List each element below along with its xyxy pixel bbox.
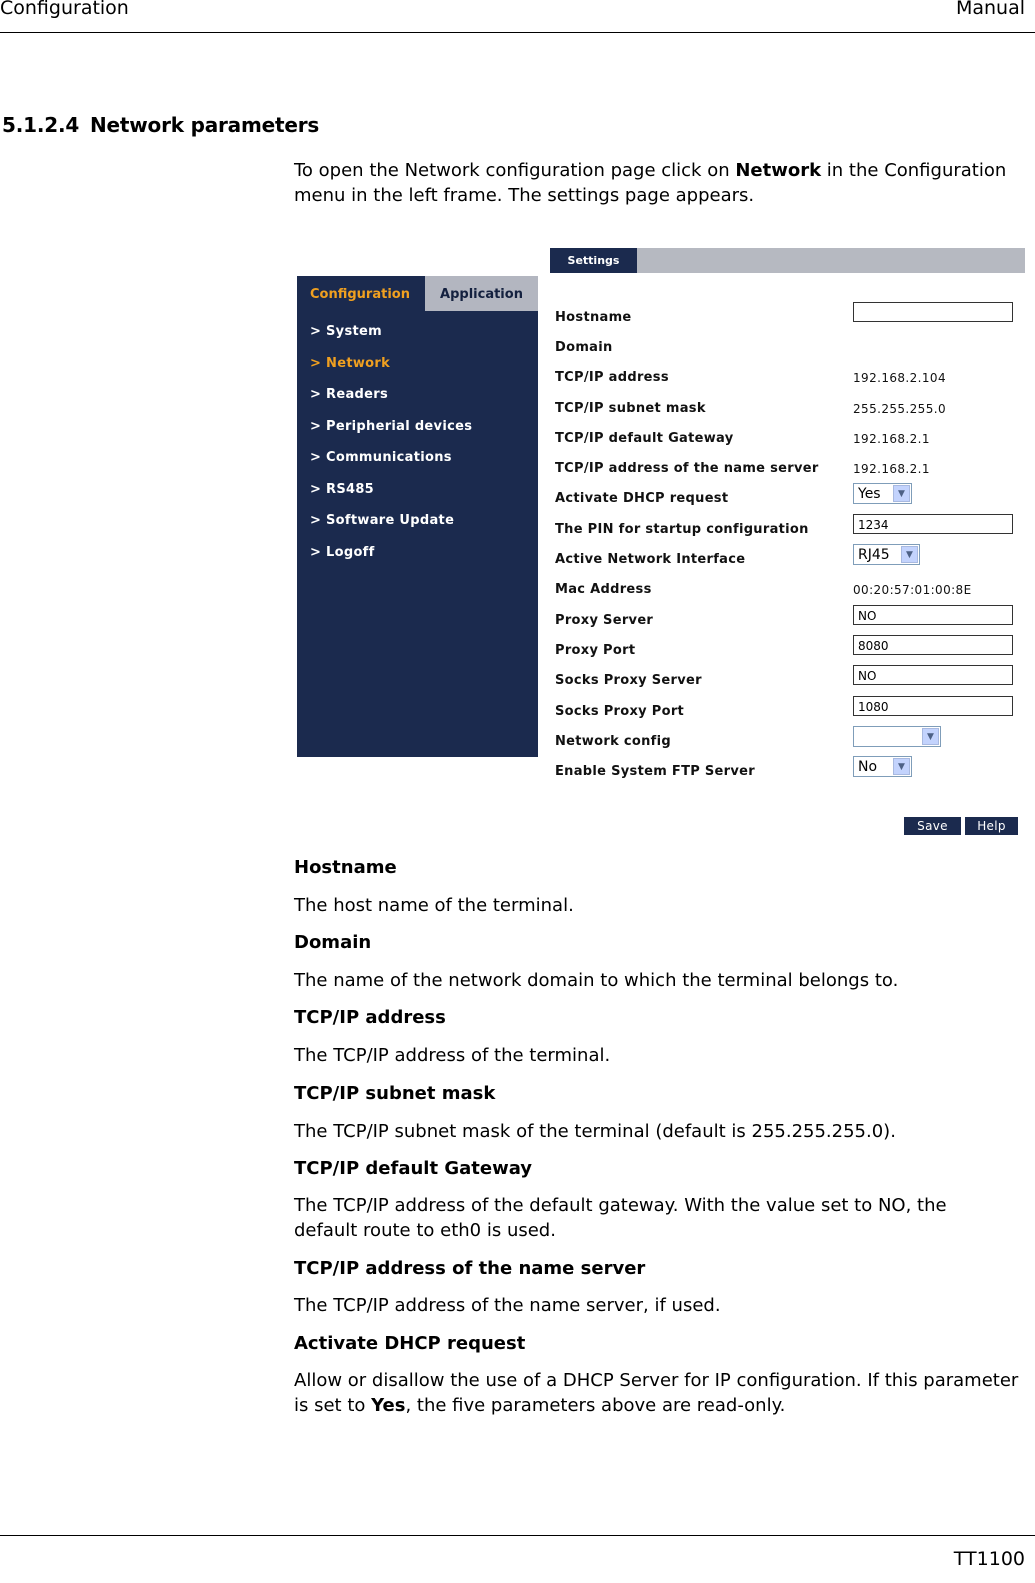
desc-hostname-text: The host name of the terminal. <box>294 895 574 916</box>
nav-item-system[interactable]: > System <box>310 324 382 339</box>
socks-proxy-server-input[interactable]: NO <box>853 665 1013 685</box>
row-ftp-server: Enable System FTP Server No ▼ <box>555 764 1025 794</box>
row-pin: The PIN for startup configuration 1234 <box>555 522 1025 552</box>
help-button[interactable]: Help <box>965 817 1018 835</box>
desc-mask-text: The TCP/IP subnet mask of the terminal (default is 255.255.255.0). <box>294 1121 896 1142</box>
intro-bold: Network <box>735 160 822 181</box>
desc-gateway-heading: TCP/IP default Gateway <box>294 1158 533 1179</box>
tab-configuration[interactable]: Configuration <box>297 276 425 311</box>
desc-name-server-heading: TCP/IP address of the name server <box>294 1258 646 1279</box>
desc-name-server-text: The TCP/IP address of the name server, if used. <box>294 1295 721 1316</box>
tab-application[interactable]: Application <box>425 276 538 311</box>
desc-domain-heading: Domain <box>294 932 372 953</box>
desc-hostname-heading: Hostname <box>294 857 397 878</box>
row-default-gateway: TCP/IP default Gateway 192.168.2.1 <box>555 431 930 446</box>
running-header-right: Manual <box>955 0 1025 19</box>
section-heading <box>2 113 319 137</box>
nav-item-rs485[interactable]: > RS485 <box>310 481 375 497</box>
intro-paragraph: To open the Network configuration page click on Network in the Configuration menu in the left frame. The settings page appears. <box>294 160 1007 206</box>
desc-dhcp-text: Allow or disallow the use of a DHCP Server for IP configuration. If this parameter is set to Yes, the five parameters above are read-only. <box>294 1370 1019 1416</box>
chevron-down-icon[interactable]: ▼ <box>893 758 910 775</box>
network-interface-select[interactable]: RJ45 ▼ <box>853 544 920 565</box>
section-title: Network parameters <box>90 113 320 137</box>
nav-item-communications[interactable]: > Communications <box>310 450 452 465</box>
proxy-port-input[interactable]: 8080 <box>853 635 1013 655</box>
row-proxy-port: Proxy Port 8080 <box>555 643 1025 673</box>
footer-rule <box>0 1535 1035 1536</box>
row-mac-address: Mac Address 00:20:57:01:00:8E <box>555 582 972 597</box>
proxy-server-input[interactable]: NO <box>853 605 1013 625</box>
row-socks-proxy-port: Socks Proxy Port 1080 <box>555 704 1025 734</box>
ftp-server-select[interactable]: No ▼ <box>853 756 912 777</box>
nav-item-logoff[interactable]: > Logoff <box>310 544 375 560</box>
row-proxy-server: Proxy Server NO <box>555 613 1025 643</box>
row-network-config: Network config ▼ <box>555 734 1025 764</box>
running-header-left: Configuration <box>0 0 129 19</box>
tab-settings[interactable]: Settings <box>550 248 637 273</box>
nav-item-readers[interactable]: > Readers <box>310 387 388 402</box>
default-gateway-value: 192.168.2.1 <box>853 432 930 446</box>
row-name-server: TCP/IP address of the name server 192.168.2.1 <box>555 461 930 476</box>
network-config-select[interactable] <box>853 726 941 747</box>
nav-item-software-update[interactable]: > Software Update <box>310 513 455 528</box>
save-button[interactable]: Save <box>904 817 961 835</box>
pin-input[interactable]: 1234 <box>853 514 1013 534</box>
hostname-input[interactable] <box>853 302 1013 322</box>
name-server-value: 192.168.2.1 <box>853 462 930 476</box>
row-hostname: Hostname <box>555 310 1025 340</box>
row-domain: Domain <box>555 340 613 355</box>
desc-ip-text: The TCP/IP address of the terminal. <box>294 1045 611 1066</box>
row-subnet-mask: TCP/IP subnet mask 255.255.255.0 <box>555 401 946 416</box>
desc-ip-heading: TCP/IP address <box>294 1007 446 1028</box>
row-network-interface: Active Network Interface RJ45 ▼ <box>555 552 1025 582</box>
dhcp-select[interactable]: Yes ▼ <box>853 483 912 504</box>
desc-mask-heading: TCP/IP subnet mask <box>294 1083 496 1104</box>
socks-proxy-port-input[interactable]: 1080 <box>853 696 1013 716</box>
nav-menu <box>310 324 472 576</box>
desc-gateway-text: The TCP/IP address of the default gateway. With the value set to NO, the default route to eth0 is used. <box>294 1195 947 1241</box>
subnet-mask-value: 255.255.255.0 <box>853 402 946 416</box>
mac-address-value: 00:20:57:01:00:8E <box>853 583 972 597</box>
section-number: 5.1.2.4 <box>2 113 80 137</box>
settings-tab-bar <box>637 248 1025 273</box>
nav-item-peripherial-devices[interactable]: > Peripherial devices <box>310 418 473 434</box>
header-rule <box>0 32 1035 33</box>
chevron-down-icon[interactable]: ▼ <box>901 546 918 563</box>
desc-domain-text: The name of the network domain to which the terminal belongs to. <box>294 970 899 991</box>
chevron-down-icon[interactable]: ▼ <box>893 485 910 502</box>
nav-item-network[interactable]: > Network <box>310 355 391 371</box>
config-nav-frame <box>297 276 538 757</box>
chevron-down-icon[interactable]: ▼ <box>922 728 939 745</box>
row-socks-proxy-server: Socks Proxy Server NO <box>555 673 1025 703</box>
running-footer: TT1100 <box>953 1548 1025 1570</box>
desc-dhcp-heading: Activate DHCP request <box>294 1333 526 1354</box>
ip-address-value: 192.168.2.104 <box>853 371 946 385</box>
row-dhcp: Activate DHCP request Yes ▼ <box>555 491 1025 521</box>
row-ip-address: TCP/IP address 192.168.2.104 <box>555 370 946 385</box>
